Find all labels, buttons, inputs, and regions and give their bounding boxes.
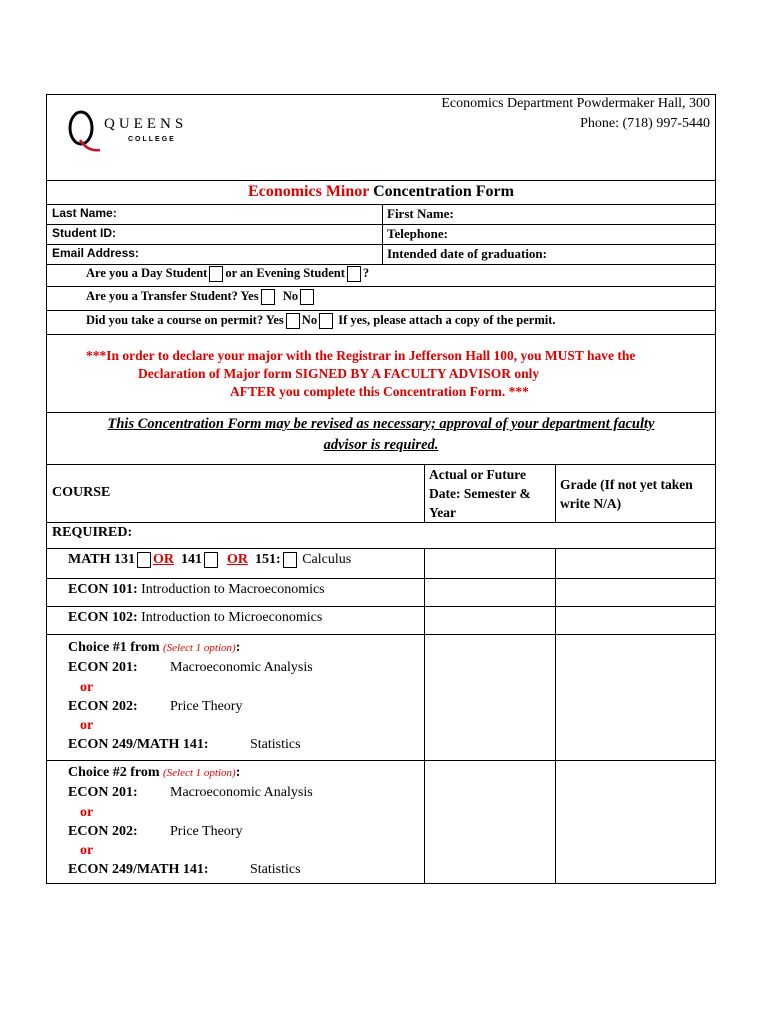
rule-col-date-left-body bbox=[424, 548, 425, 884]
rule-email-row bbox=[46, 264, 716, 265]
column-header-grade-line-2: write N/A) bbox=[560, 496, 622, 511]
evening-student-checkbox[interactable] bbox=[347, 266, 361, 282]
rule-notice-bottom bbox=[46, 412, 716, 413]
econ-101-name: Introduction to Macroeconomics bbox=[137, 582, 325, 597]
choice-2-econ-201 bbox=[68, 783, 418, 802]
column-header-date bbox=[429, 465, 531, 522]
first-name-label: First Name: bbox=[387, 206, 454, 221]
rule-name-row bbox=[46, 224, 716, 225]
choice-1-colon: : bbox=[235, 640, 241, 655]
choice-2-econ-201-code: ECON 201: bbox=[68, 785, 138, 801]
permit-no-checkbox[interactable] bbox=[319, 313, 333, 329]
choice-1-label: Choice #1 from bbox=[68, 640, 160, 655]
econ-102-code: ECON 102: bbox=[68, 610, 138, 625]
math-calculus-row bbox=[68, 552, 351, 568]
graduation-date-label: Intended date of graduation: bbox=[387, 246, 547, 261]
rule-title-bottom bbox=[46, 204, 716, 205]
evening-student-label: or an Evening Student bbox=[225, 266, 345, 280]
notice-line-2: Declaration of Major form SIGNED BY A FACULTY ADVISOR only bbox=[138, 366, 540, 381]
rule-col-grade-left bbox=[555, 464, 556, 522]
student-id-label: Student ID: bbox=[52, 226, 116, 240]
revised-notice-line-2: advisor is required. bbox=[323, 437, 439, 453]
rule-econ102-bottom bbox=[46, 634, 716, 635]
choice-2-hint: (Select 1 option) bbox=[163, 767, 236, 779]
notice-line-3: AFTER you complete this Concentration Form. *** bbox=[230, 384, 529, 399]
column-header-date-line-2: Date: Semester & bbox=[429, 486, 531, 501]
econ-101-row bbox=[68, 582, 325, 598]
choice-1-hint: (Select 1 option) bbox=[163, 642, 236, 654]
form-title-rest: Concentration Form bbox=[369, 183, 514, 200]
math-151-checkbox[interactable] bbox=[283, 552, 297, 568]
rule-math-bottom bbox=[46, 578, 716, 579]
form-title bbox=[46, 183, 716, 201]
rule-transfer-row bbox=[46, 310, 716, 311]
logo-college-text: COLLEGE bbox=[128, 136, 176, 143]
logo-q-mark-icon bbox=[66, 108, 100, 156]
revised-notice-line-1: This Concentration Form may be revised as necessary; approval of your department faculty bbox=[107, 416, 655, 432]
department-phone: Phone: (718) 997-5440 bbox=[580, 116, 710, 131]
choice-1-heading bbox=[68, 638, 418, 658]
rule-col-grade-left-body bbox=[555, 548, 556, 884]
college-logo bbox=[66, 108, 206, 158]
transfer-row bbox=[86, 289, 316, 305]
permit-yes-checkbox[interactable] bbox=[286, 313, 300, 329]
permit-no-label: No bbox=[301, 313, 318, 327]
permit-row bbox=[86, 313, 556, 329]
choice-2-econ-201-name: Macroeconomic Analysis bbox=[170, 785, 313, 801]
day-student-label: Are you a Day Student bbox=[86, 266, 208, 280]
rule-colheader-bottom bbox=[46, 522, 716, 523]
permit-label: Did you take a course on permit? Yes bbox=[86, 313, 284, 327]
choice-1-econ-202-name: Price Theory bbox=[170, 698, 243, 714]
choice-2-block bbox=[68, 763, 418, 880]
rule-header-bottom bbox=[46, 180, 716, 181]
transfer-yes-checkbox[interactable] bbox=[261, 289, 275, 305]
choice-1-or-2: or bbox=[80, 718, 94, 734]
choice-1-econ-201-name: Macroeconomic Analysis bbox=[170, 660, 313, 676]
choice-2-econ-202-code: ECON 202: bbox=[68, 823, 138, 839]
rule-day-row bbox=[46, 286, 716, 287]
math-131-label: MATH 131 bbox=[68, 552, 136, 568]
rule-required-bottom bbox=[46, 548, 716, 549]
question-mark: ? bbox=[362, 266, 370, 280]
choice-1-econ-249 bbox=[68, 735, 418, 754]
choice-2-econ-249-code: ECON 249/MATH 141: bbox=[68, 862, 209, 878]
rule-id-row bbox=[46, 244, 716, 245]
choice-2-econ-202-name: Price Theory bbox=[170, 823, 243, 839]
choice-2-or-1: or bbox=[80, 804, 94, 820]
day-student-checkbox[interactable] bbox=[209, 266, 223, 282]
choice-1-econ-202 bbox=[68, 697, 418, 716]
math-141-label: 141 bbox=[181, 552, 203, 568]
rule-choice1-bottom bbox=[46, 760, 716, 761]
choice-2-heading bbox=[68, 763, 418, 783]
econ-102-row bbox=[68, 610, 322, 626]
choice-1-econ-201 bbox=[68, 658, 418, 677]
transfer-no-label: No bbox=[282, 289, 299, 303]
rule-col-date-left bbox=[424, 464, 425, 522]
or-label-1: OR bbox=[153, 552, 175, 568]
telephone-label: Telephone: bbox=[387, 226, 448, 241]
rule-econ101-bottom bbox=[46, 606, 716, 607]
column-header-date-line-1: Actual or Future bbox=[429, 467, 526, 482]
choice-1-block bbox=[68, 638, 418, 755]
choice-2-econ-249 bbox=[68, 860, 418, 879]
rule-permit-row bbox=[46, 334, 716, 335]
column-header-grade bbox=[560, 475, 693, 513]
rule-info-divider bbox=[382, 204, 383, 264]
choice-2-colon: : bbox=[235, 765, 241, 780]
day-evening-row bbox=[86, 266, 369, 282]
rule-revised-bottom bbox=[46, 464, 716, 465]
transfer-label: Are you a Transfer Student? Yes bbox=[86, 289, 259, 303]
or-label-2: OR bbox=[227, 552, 249, 568]
choice-2-econ-202 bbox=[68, 822, 418, 841]
form-title-highlight: Economics Minor bbox=[248, 183, 370, 200]
column-header-course: COURSE bbox=[52, 485, 111, 500]
transfer-no-checkbox[interactable] bbox=[300, 289, 314, 305]
math-141-checkbox[interactable] bbox=[204, 552, 218, 568]
column-header-date-line-3: Year bbox=[429, 505, 456, 520]
math-131-checkbox[interactable] bbox=[137, 552, 151, 568]
notice-line-1: ***In order to declare your major with the Registrar in Jefferson Hall 100, you MUST have the bbox=[86, 348, 636, 363]
last-name-label: Last Name: bbox=[52, 206, 117, 220]
econ-101-code: ECON 101: bbox=[68, 582, 138, 597]
econ-102-name: Introduction to Microeconomics bbox=[137, 610, 323, 625]
logo-wordmark: QUEENS bbox=[104, 116, 188, 132]
choice-2-econ-249-name: Statistics bbox=[250, 862, 301, 878]
permit-copy-note: If yes, please attach a copy of the permit. bbox=[338, 313, 556, 327]
choice-1-or-1: or bbox=[80, 679, 94, 695]
email-label: Email Address: bbox=[52, 246, 139, 260]
column-header-grade-line-1: Grade (If not yet taken bbox=[560, 477, 693, 492]
required-heading: REQUIRED: bbox=[52, 525, 133, 540]
choice-1-econ-202-code: ECON 202: bbox=[68, 698, 138, 714]
calculus-label: Calculus bbox=[302, 552, 352, 568]
math-151-label: 151: bbox=[255, 552, 281, 568]
choice-1-econ-249-code: ECON 249/MATH 141: bbox=[68, 737, 209, 753]
choice-2-or-2: or bbox=[80, 843, 94, 859]
choice-1-econ-201-code: ECON 201: bbox=[68, 660, 138, 676]
choice-1-econ-249-name: Statistics bbox=[250, 737, 301, 753]
department-address: Economics Department Powdermaker Hall, 300 bbox=[441, 96, 710, 111]
choice-2-label: Choice #2 from bbox=[68, 765, 160, 780]
